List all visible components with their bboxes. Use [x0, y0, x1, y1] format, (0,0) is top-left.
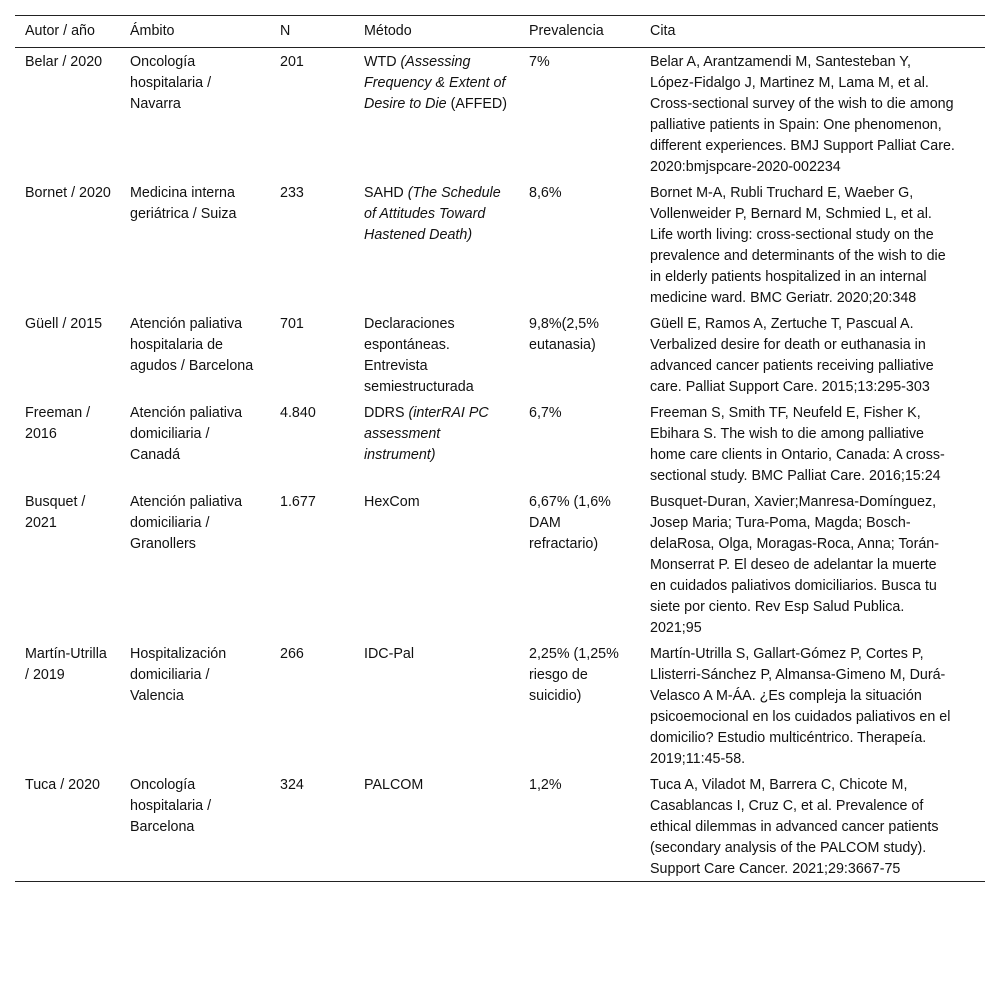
header-metodo: Método	[364, 23, 412, 39]
cell-autor: Bornet / 2020	[25, 185, 111, 201]
table-row	[15, 488, 985, 640]
prevalence-table	[15, 15, 985, 882]
table-body	[15, 48, 985, 882]
table-row	[15, 179, 985, 310]
method-text: DDRS	[364, 405, 409, 421]
method-text: Declaraciones espontáneas. Entrevista semiestructurada	[364, 316, 474, 395]
cell-autor: Belar / 2020	[25, 54, 103, 70]
cell-metodo	[354, 399, 519, 488]
method-text: SAHD	[364, 185, 408, 201]
method-fullname: (The Schedule of Attitudes Toward Hastened Death)	[364, 185, 501, 243]
header-n: N	[280, 23, 291, 39]
cell-metodo	[354, 640, 519, 771]
table-row	[15, 310, 985, 399]
cell-prevalencia: 1,2%	[529, 777, 562, 793]
cell-prevalencia: 8,6%	[529, 185, 562, 201]
cell-prevalencia: 7%	[529, 54, 550, 70]
table-row	[15, 48, 985, 180]
cell-ambito: Atención paliativa domiciliaria / Granollers	[130, 494, 243, 552]
header-autor: Autor / año	[25, 23, 95, 39]
cell-ambito: Oncología hospitalaria / Barcelona	[130, 777, 212, 835]
header-prevalencia: Prevalencia	[529, 23, 604, 39]
cell-cita: Tuca A, Viladot M, Barrera C, Chicote M, Casablancas I, Cruz C, et al. Prevalence of ethical dilemmas in advanced cancer patients (secondary analysis of the PALCOM study). Support Care Cancer. 2021;29:3667-75	[650, 777, 939, 877]
cell-ambito: Atención paliativa hospitalaria de agudos / Barcelona	[130, 316, 254, 374]
cell-n: 233	[280, 185, 304, 201]
table-row	[15, 640, 985, 771]
cell-prevalencia: 6,67% (1,6% DAM refractario)	[529, 494, 611, 552]
cell-n: 324	[280, 777, 304, 793]
cell-autor: Freeman / 2016	[25, 405, 91, 442]
cell-metodo	[354, 179, 519, 310]
cell-autor: Güell / 2015	[25, 316, 103, 332]
cell-metodo	[354, 771, 519, 882]
method-text: HexCom	[364, 494, 420, 510]
cell-ambito: Oncología hospitalaria / Navarra	[130, 54, 212, 112]
cell-n: 4.840	[280, 405, 316, 421]
table-header	[15, 16, 985, 48]
cell-cita: Martín-Utrilla S, Gallart-Gómez P, Cortes P, Llisterri-Sánchez P, Almansa-Gimeno M, Durá-Velasco A M-ÁA. ¿Es compleja la situación psicoemocional en los cuidados paliativos en el domicilio? Estudio multicéntrico. Therapeía. 2019;11:45-58.	[650, 646, 951, 767]
cell-cita: Busquet-Duran, Xavier;Manresa-Domínguez, Josep Maria; Tura-Poma, Magda; Bosch-delaRosa, Olga, Moragas-Roca, Anna; Torán-Monserrat P. El deseo de adelantar la muerte en cuidados paliativos domiciliarios. Busca tu siete por ciento. Rev Esp Salud Publica. 2021;95	[650, 494, 940, 636]
cell-prevalencia: 6,7%	[529, 405, 562, 421]
cell-autor: Busquet / 2021	[25, 494, 86, 531]
cell-ambito: Atención paliativa domiciliaria / Canadá	[130, 405, 243, 463]
cell-ambito: Hospitalización domiciliaria / Valencia	[130, 646, 227, 704]
method-fullname: (Assessing Frequency & Extent of Desire to Die	[364, 54, 506, 112]
cell-n: 266	[280, 646, 304, 662]
cell-metodo	[354, 488, 519, 640]
cell-cita: Güell E, Ramos A, Zertuche T, Pascual A. Verbalized desire for death or euthanasia in advanced cancer patients receiving palliative care. Palliat Support Care. 2015;13:295-303	[650, 316, 934, 395]
header-row	[15, 16, 985, 48]
method-text: PALCOM	[364, 777, 424, 793]
header-cita: Cita	[650, 23, 676, 39]
cell-n: 1.677	[280, 494, 316, 510]
cell-metodo	[354, 310, 519, 399]
cell-n: 201	[280, 54, 304, 70]
header-ambito: Ámbito	[130, 23, 175, 39]
method-text: (AFFED)	[446, 96, 507, 112]
table-row	[15, 771, 985, 882]
method-text: IDC-Pal	[364, 646, 415, 662]
cell-n: 701	[280, 316, 304, 332]
cell-prevalencia: 2,25% (1,25% riesgo de suicidio)	[529, 646, 619, 704]
cell-metodo	[354, 48, 519, 180]
table-row	[15, 399, 985, 488]
cell-ambito: Medicina interna geriátrica / Suiza	[130, 185, 237, 222]
cell-cita: Belar A, Arantzamendi M, Santesteban Y, López-Fidalgo J, Martinez M, Lama M, et al. Cross-sectional survey of the wish to die among palliative patients in Spain: One phenomenon, different experiences. BMJ Support Palliat Care. 2020:bmjspcare-2020-002234	[650, 54, 955, 175]
cell-cita: Freeman S, Smith TF, Neufeld E, Fisher K, Ebihara S. The wish to die among palliative home care clients in Ontario, Canada: A cross-sectional study. BMC Palliat Care. 2016;15:24	[650, 405, 945, 484]
method-fullname: (interRAI PC assessment instrument)	[364, 405, 489, 463]
cell-prevalencia: 9,8%(2,5% eutanasia)	[529, 316, 599, 353]
method-text: WTD	[364, 54, 401, 70]
cell-autor: Tuca / 2020	[25, 777, 100, 793]
cell-autor: Martín-Utrilla / 2019	[25, 646, 107, 683]
cell-cita: Bornet M-A, Rubli Truchard E, Waeber G, Vollenweider P, Bernard M, Schmied L, et al. Life worth living: cross-sectional study on the prevalence and determinants of the wish to die in elderly patients hospitalized in an internal medicine ward. BMC Geriatr. 2020;20:348	[650, 185, 946, 306]
